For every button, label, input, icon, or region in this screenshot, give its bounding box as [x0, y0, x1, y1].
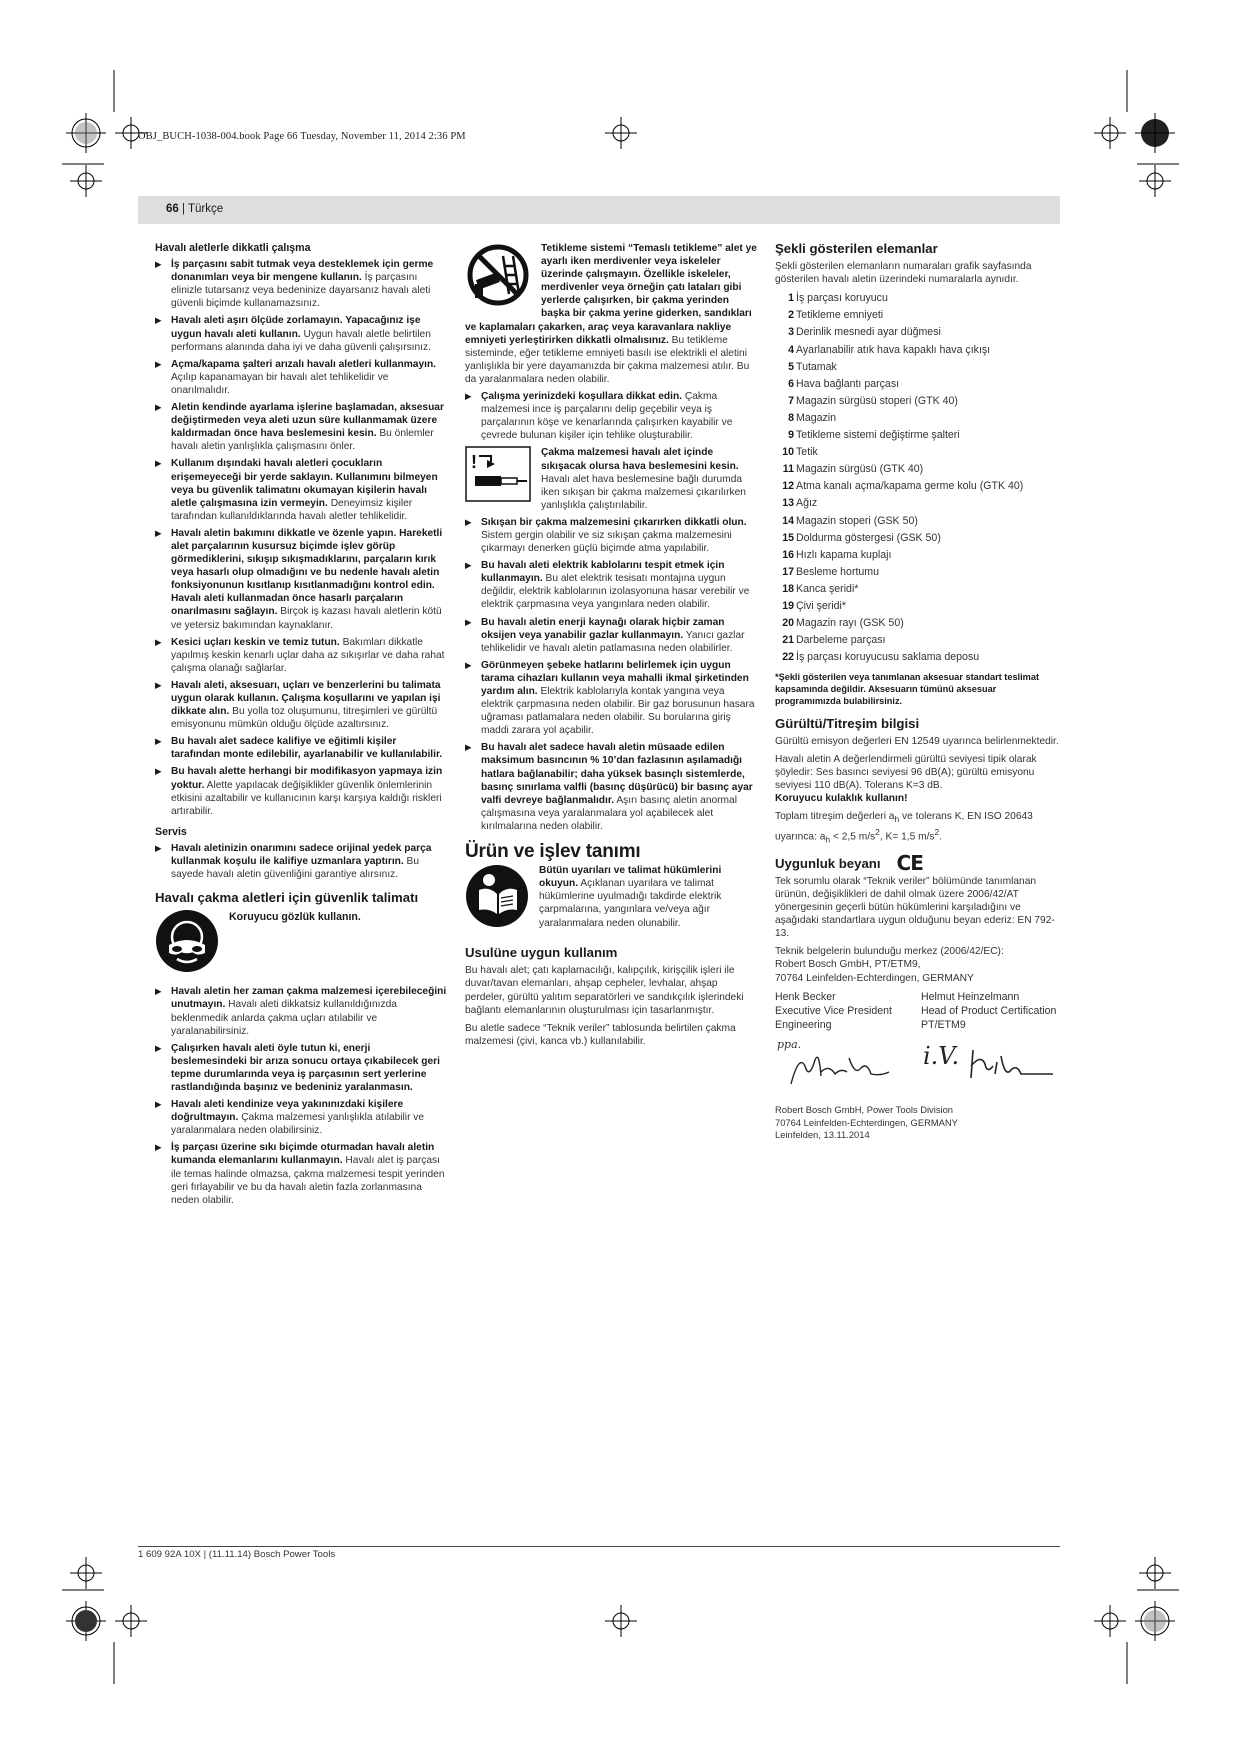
nail-material-paragraph: Bu aletle sadece “Teknik veriler” tablosunda belirtilen çakma malzemesi (çivi, kanca vb.) kullanılabilir. [465, 1022, 736, 1047]
component-number: 6 [788, 377, 794, 390]
ladder-warning-text: Bu tetikleme sisteminde, eğer tetikleme emniyeti basılı ise elektrikli el aletini yanlışlıkla bir yere dayamanızda bir çakma malzemesi atılır. Bu da yaralanmalara neden olabilir. [465, 334, 750, 385]
bullet: ▶ Çalışma yerinizdeki koşullara dikkat edin. Çakma malzemesi ince iş parçalarını delip geçebilir veya iş parçalarının köşe ve kenarlarında çalışırken kayabilir ve çevrede bulunan kişiler için tehlike oluşturabilir. [465, 390, 757, 442]
signature-left-icon [785, 1046, 895, 1092]
component-number: 17 [782, 565, 794, 578]
company-address: Robert Bosch GmbH, Power Tools Division 70764 Leinfelden-Echterdingen, GERMANY Leinfelden, 13.11.2014 [775, 1104, 958, 1141]
component-item [775, 599, 1060, 613]
safety-goggles-icon [155, 909, 219, 977]
disconnect-air-icon [465, 446, 531, 506]
page-number: 66 [166, 203, 179, 215]
bullet: ▶ Bu havalı aletin enerji kaynağı olarak hiçbir zaman oksijen veya yanabilir gazlar kullanmayın. Yanıcı gazlar tehlikelidir ve havalı aletin patlamasına neden olabilirler. [465, 616, 757, 655]
read-instructions-text: Açıklanan uyarılara ve talimat hükümlerine uyulmadığı takdirde elektrik çarpmalarına, yangınlara ve/veya ağır yaralanmalara neden olunabilir. [539, 878, 722, 929]
heading-careful-use: Havalı aletlerle dikkatli çalışma [155, 242, 311, 254]
bullet: ▶ Bu havalı alet sadece kalifiye ve eğitimli kişiler tarafından monte edilebilir, ayarlanabilir ve kullanılabilir. [155, 735, 447, 761]
component-label: Doldurma göstergesi (GSK 50) [796, 531, 941, 544]
component-label: Darbeleme parçası [796, 634, 886, 647]
page-header [138, 196, 1060, 224]
component-label: Kanca şeridi* [796, 582, 859, 595]
bullet: ▶ Kullanım dışındaki havalı aletleri çocukların erişemeyeceği bir yerde saklayın. Kullanımını bilmeyen veya bu güvenlik talimatını okumayan kişilerin havalı aletle çalışmasına izin vermeyin. Deneyimsiz kişiler tarafından kullanıldıklarında havalı aletler tehlikelidir. [155, 457, 447, 522]
signature-right-icon [967, 1044, 1057, 1084]
disconnect-warning-bold: Çakma malzemesi havalı alet içinde sıkışacak olursa hava beslemesini kesin. [541, 447, 739, 472]
read-instructions-notice [465, 864, 757, 936]
component-number: 22 [782, 651, 794, 664]
component-item [775, 291, 1060, 305]
component-label: Tutamak [796, 360, 837, 373]
component-label: Çivi şeridi* [796, 599, 847, 612]
bullet: ▶ Kesici uçları keskin ve temiz tutun. Bakımları dikkatle yapılmış keskin kenarlı uçlar daha az sıkışırlar ve daha rahat çalışma olanağı sağlarlar. [155, 636, 447, 675]
component-number: 3 [788, 326, 794, 339]
component-label: Ayarlanabilir atık hava kapaklı hava çıkışı [796, 343, 991, 356]
component-number: 19 [782, 599, 794, 612]
component-item [775, 343, 1060, 357]
component-item [775, 633, 1060, 647]
component-number: 15 [782, 531, 794, 544]
component-number: 7 [788, 394, 794, 407]
component-label: Magazin sürgüsü stoperi (GTK 40) [796, 394, 958, 407]
bullet: ▶ İş parçası üzerine sıkı biçimde oturmadan havalı aletin kumanda elemanlarını kullanmayın. Havalı alet iş parçası ile temas halinde olmazsa, çakma malzemesi tespit yerinden geri fırlayabilir ve bu da havalı aletin fazla zorlanmasına neden olabilir. [155, 1141, 447, 1206]
signatories [775, 990, 1060, 1033]
signatory-right-title: Head of Product Certification [921, 1004, 1057, 1017]
bullet: ▶ Havalı aletinizin onarımını sadece orijinal yedek parça kullanmak koşulu ile kalifiye uzmanlara yaptırın. Bu sayede havalı aletin güvenliğini garantiye alırsınız. [155, 842, 447, 881]
component-number: 20 [782, 617, 794, 630]
component-item [775, 514, 1060, 528]
component-item [775, 582, 1060, 596]
goggles-instruction: Koruyucu gözlük kullanın. [229, 911, 361, 924]
signatory-left-dept: Engineering [775, 1019, 832, 1032]
intended-use-paragraph: Bu havalı alet; çatı kaplamacılığı, kalıpçılık, kirişçilik işleri ile duvar/tavan elemanları, ahşap cepheler, levhalar, ahşap perdeler, gürültü yalıtım separatörleri ve sandıkçılık işlerindeki bağlantı elemanlarının oluşturulması için tasarlanmıştır. [465, 965, 744, 1016]
component-label: Hava bağlantı parçası [796, 377, 900, 390]
signatory-left-name: Henk Becker [775, 990, 836, 1003]
component-label: Tetik [796, 446, 818, 459]
ladder-warning-bold: Tetikleme sistemi “Temaslı tetikleme” alet ye ayarlı iken merdivenler veya iskeleler üzerinde çalışmayın. Özellikle iskeleler, merdivenler veya örneğin çatı lataları gibi yerlerde çalışırken, bir çakma yerinden başka bir çakma yerine giderken, sandıkları ve kaplamaları çakarken, araç veya karavanlara nakliye emniyeti yerleştirirken dikkatli olmalısınız. [465, 243, 757, 346]
vibration-values: Toplam titreşim değerleri $a_h$ ve tolerans K, EN ISO 20643 uyarınca: $a_h < 2,5$ $m/s^2$, K= 1,5 $m/s^2$. [775, 811, 1033, 845]
column-2 [465, 242, 757, 1053]
heading-noise: Gürültü/Titreşim bilgisi [775, 715, 920, 731]
read-instructions-bold: Bütün uyarıları ve talimat hükümlerini okuyun. [539, 865, 722, 890]
signatory-right-name: Helmut Heinzelmann [921, 990, 1020, 1003]
component-label: Derinlik mesnedi ayar düğmesi [796, 326, 941, 339]
hearing-protection: Koruyucu kulaklık kullanın! [775, 793, 908, 805]
noise-standard: Gürültü emisyon değerleri EN 12549 uyarınca belirlenmektedir. [775, 735, 1059, 747]
iv-label: i.V. [923, 1042, 960, 1071]
component-label: Ağız [796, 497, 818, 510]
bullet: ▶ Çalışırken havalı aleti öyle tutun ki, enerji beslemesindeki bir arıza sonucu ortaya çıkabilecek geri tepme durumlarında veya iş parçasının sert yerlerine rastlandığında başınız ve bedeniniz yaralanmasın. [155, 1042, 447, 1094]
bullet: ▶ Havalı aletin her zaman çakma malzemesi içerebileceğini unutmayın. Havalı aleti dikkatsiz kullanıldığınızda beklenmedik anlarda çakma uçları atılabilir ve yaralanabilirsiniz. [155, 985, 447, 1037]
bullet: ▶ Havalı aleti aşırı ölçüde zorlamayın. Yapacağınız işe uygun havalı aleti kullanın. Uygun havalı aletle belirtilen performans alanında daha iyi ve daha güvenli çalışırsınız. [155, 314, 447, 353]
components-intro: Şekli gösterilen elemanların numaraları grafik sayfasında gösterilen havalı aletin üzerindeki numaralarla aynıdır. [775, 261, 1032, 286]
footer-rule [138, 1546, 1060, 1547]
component-item [775, 616, 1060, 630]
book-slug: OBJ_BUCH-1038-004.book Page 66 Tuesday, November 11, 2014 2:36 PM [138, 131, 466, 142]
component-number: 2 [788, 309, 794, 322]
component-label: Hızlı kapama kuplajı [796, 548, 892, 561]
language-label: Türkçe [187, 203, 224, 215]
component-number: 10 [782, 446, 794, 459]
ce-mark-icon: CE [896, 850, 923, 875]
component-number: 9 [788, 429, 794, 442]
header-separator: | [178, 203, 188, 215]
component-number: 5 [788, 360, 794, 373]
component-label: Magazin [796, 411, 837, 424]
heading-nailer-safety: Havalı çakma aletleri için güvenlik talimatı [155, 890, 419, 906]
components-list [775, 291, 1060, 664]
component-label: Magazin stoperi (GSK 50) [796, 514, 918, 527]
page-number-label [166, 203, 223, 215]
component-label: Tetikleme sistemi değiştirme şalteri [796, 429, 960, 442]
disconnect-warning [465, 446, 757, 511]
component-label: İş parçası koruyucusu saklama deposu [796, 651, 980, 664]
component-number: 18 [782, 582, 794, 595]
component-item [775, 650, 1060, 664]
component-number: 13 [782, 497, 794, 510]
component-item [775, 308, 1060, 322]
heading-service: Servis [155, 825, 187, 838]
component-label: Tetikleme emniyeti [796, 309, 884, 322]
bullet: ▶ Havalı aleti kendinize veya yakınınızdaki kişilere doğrultmayın. Çakma malzemesi yanlışlıkla atılabilir ve yaralanmalara neden olabilirsiniz. [155, 1098, 447, 1137]
component-number: 12 [782, 480, 794, 493]
component-label: İş parçası koruyucu [796, 292, 888, 305]
bullet: ▶ Bu havalı alette herhangi bir modifikasyon yapmaya izin yoktur. Alette yapılacak değişiklikler güvenlik önlemlerinin etkisini azaltabilir ve kullanıcının karşı karşıya kaldığı riskleri artırabilir. [155, 765, 447, 817]
conformity-statement: Tek sorumlu olarak “Teknik veriler” bölümünde tanımlanan ürünün, değişiklikleri de dahil olmak üzere 2006/42/AT yönergesinin geçerli bütün hükümlerini karşıladığını ve aşağıdaki standartlara uygun olduğunu beyan ederiz: EN 792-13. [775, 875, 1055, 940]
component-item [775, 325, 1060, 339]
heading-intended-use: Usulüne uygun kullanım [465, 945, 618, 961]
heading-components: Şekli gösterilen elemanlar [775, 241, 938, 256]
ladder-warning [465, 242, 757, 386]
component-item [775, 445, 1060, 459]
bullet: ▶ Havalı aleti, aksesuarı, uçları ve benzerlerini bu talimata uygun olarak kullanın. Çalışma koşullarını ve yapılan işi dikkate alın. Bu yolla toz oluşumunu, titreşimleri ve gürültü emisyonunu mümkün olduğu ölçüde azaltırsınız. [155, 679, 447, 731]
component-label: Magazin sürgüsü (GTK 40) [796, 463, 924, 476]
bullet: ▶ İş parçasını sabit tutmak veya desteklemek için germe donanımları veya bir mengene kullanın. İş parçasını elinizle tutarsanız veya bedeninize dayarsanız havalı aleti güvenli biçimde kullanamazsınız. [155, 258, 447, 310]
component-number: 8 [788, 411, 794, 424]
goggles-notice [155, 909, 447, 979]
heading-conformity: Uygunluk beyanı CE [775, 850, 923, 875]
no-ladder-icon [465, 242, 531, 312]
component-item [775, 360, 1060, 374]
component-item [775, 548, 1060, 562]
disconnect-warning-text: Havalı alet hava beslemesine bağlı durumda iken sıkışan bir çakma malzemesi çıkarılırken yanlışlıkla çalıştırılabilir. [541, 473, 746, 511]
column-3 [775, 242, 1060, 1142]
signatures [775, 1038, 1060, 1094]
noise-levels: Havalı aletin A değerlendirmeli gürültü seviyesi tipik olarak şöyledir: Ses basıncı seviyesi 96 dB(A); gürültü emisyonu seviyesi 110 dB(A). Tolerans K=3 dB. [775, 753, 1037, 791]
bullet: ▶ Bu havalı alet sadece havalı aletin müsaade edilen maksimum basıncının % 10’dan fazlasının aşılamadığı hatlara bağlanabilir; daha yüksek basınçlı sistemlerde, basınç sınırlama valfli (basınç düşürücü) bir basınç ayar valfi devreye bağlanmalıdır. Aşırı basınç aletin anormal çalışmasına veya yaralanmalara yol açabilecek alet kırılmalarına neden olabilir. [465, 741, 757, 833]
component-number: 11 [782, 463, 794, 476]
component-item [775, 531, 1060, 545]
bullet: ▶ Sıkışan bir çakma malzemesini çıkarırken dikkatli olun. Sistem gergin olabilir ve siz sıkışan çakma malzemesini çıkarmayı denerken güçlü biçimde atma yapılabilir. [465, 516, 757, 555]
component-item [775, 394, 1060, 408]
component-label: Atma kanalı açma/kapama germe kolu (GTK 40) [796, 480, 1024, 493]
component-number: 1 [788, 292, 794, 305]
component-item [775, 479, 1060, 493]
read-manual-icon [465, 864, 529, 932]
component-label: Magazin rayı (GSK 50) [796, 617, 904, 630]
bullet: ▶ Bu havalı aleti elektrik kablolarını tespit etmek için kullanmayın. Bu alet elektrik tesisatı montajına uygun değildir, elektrik kablolarının izolasyonuna hasar verebilir ve elektrik çarpmasına veya yangınlara neden olabilir. [465, 559, 757, 611]
technical-file-location: Teknik belgelerin bulunduğu merkez (2006/42/EC): Robert Bosch GmbH, PT/ETM9, 70764 Leinfelden-Echterdingen, GERMANY [775, 946, 1004, 984]
component-number: 4 [788, 343, 794, 356]
heading-product-description: Ürün ve işlev tanımı [465, 841, 641, 863]
svg-text:!: ! [471, 452, 477, 473]
component-item [775, 565, 1060, 579]
component-number: 14 [782, 514, 794, 527]
component-item [775, 428, 1060, 442]
bullet: ▶ Açma/kapama şalteri arızalı havalı aletleri kullanmayın. Açılıp kapanamayan bir havalı alet tehlikelidir ve onarılmalıdır. [155, 358, 447, 397]
column-1 [155, 242, 447, 1211]
component-label: Besleme hortumu [796, 565, 880, 578]
signatory-right-dept: PT/ETM9 [921, 1019, 966, 1032]
component-item [775, 462, 1060, 476]
component-number: 16 [782, 548, 794, 561]
component-number: 21 [782, 634, 794, 647]
ppa-label: ppa. [777, 1038, 802, 1052]
component-item [775, 377, 1060, 391]
bullet: ▶ Aletin kendinde ayarlama işlerine başlamadan, aksesuar değiştirmeden veya aleti uzun süre kullanmamak üzere kaldırmadan önce hava beslemesini kesin. Bu önlemler havalı aletin yanlışlıkla çalışmasını önler. [155, 401, 447, 453]
component-item [775, 411, 1060, 425]
signatory-left-title: Executive Vice President [775, 1004, 892, 1017]
footer-text: 1 609 92A 10X | (11.11.14) Bosch Power Tools [138, 1549, 336, 1560]
accessory-footnote: *Şekli gösterilen veya tanımlanan aksesuar standart teslimat kapsamında değildir. Aksesuarın tümünü aksesuar programımızda bulabilirsiniz. [775, 671, 1040, 706]
bullet: ▶ Görünmeyen şebeke hatlarını belirlemek için uygun tarama cihazları kullanın veya mahalli ikmal şirketinden yardım alın. Elektrik kablolarıyla kontak yangına veya elektrik çarpmasına neden olabilir. Bir gaz borusunun hasara uğraması patlamalara neden olabilir. Su borularına giriş maddi zarara yol açabilir. [465, 659, 757, 738]
bullet: ▶ Havalı aletin bakımını dikkatle ve özenle yapın. Hareketli alet parçalarının kusursuz biçimde işlev görüp görmediklerini, sıkışıp sıkışmadıklarını, parçaların kırık veya hasarlı olup olmadığını ve bu nedenle havalı aletin fonksiyonunun kısıtlanıp kısıtlanmadığını kontrol edin. Havalı aleti kullanmadan önce hasarlı parçaların onarılmasını sağlayın. Birçok iş kazası havalı aletlerin kötü ve yetersiz bakımından kaynaklanır. [155, 527, 447, 632]
component-item [775, 496, 1060, 510]
